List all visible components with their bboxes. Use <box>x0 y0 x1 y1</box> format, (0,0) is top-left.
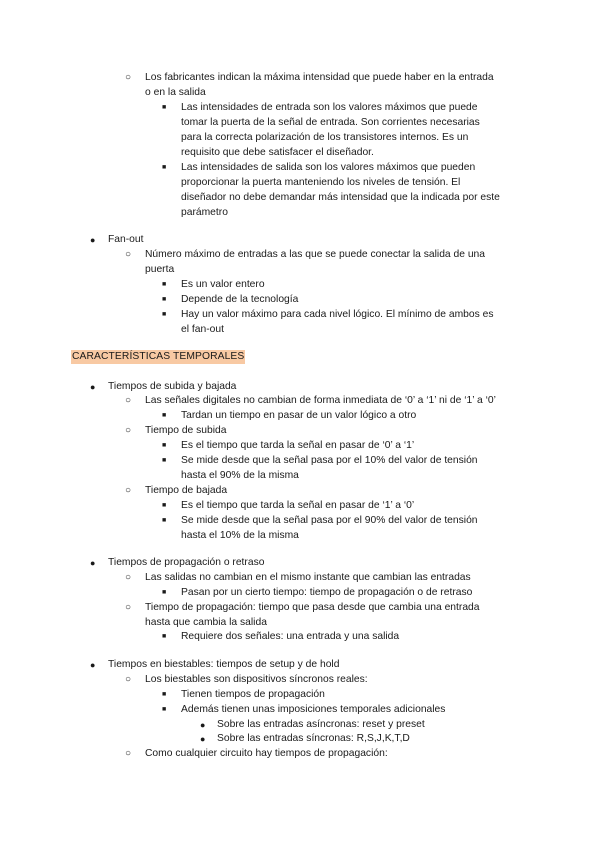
list-item: Número máximo de entradas a las que se puede conectar la salida de una <box>145 249 486 260</box>
list-item: Hay un valor máximo para cada nivel lógico. El mínimo de ambos es <box>181 309 494 320</box>
list-item: Tienen tiempos de propagación <box>181 689 325 700</box>
list-item: Los biestables son dispositivos síncronos reales: <box>145 674 368 685</box>
list-item: Sobre las entradas asíncronas: reset y preset <box>217 719 425 730</box>
bullet-hollow: ○ <box>125 249 132 260</box>
list-item: Como cualquier circuito hay tiempos de propagación: <box>145 748 388 759</box>
list-item: Tardan un tiempo en pasar de un valor lógico a otro <box>181 410 417 421</box>
list-item: proporcionar la puerta manteniendo los niveles de tensión. El <box>181 177 461 188</box>
list-item: Tiempo de bajada <box>145 485 228 496</box>
bullet-square: ■ <box>162 311 167 318</box>
bullet-filled: ● <box>90 235 96 245</box>
bullet-square: ■ <box>162 691 167 698</box>
list-item: Tiempo de propagación: tiempo que pasa desde que cambia una entrada <box>145 602 480 613</box>
bullet-hollow: ○ <box>125 674 132 685</box>
list-item: Se mide desde que la señal pasa por el 10% del valor de tensión <box>181 455 478 466</box>
list-item: el fan-out <box>181 324 224 335</box>
bullet-square: ■ <box>162 502 167 509</box>
bullet-square: ■ <box>162 442 167 449</box>
list-item: para la correcta polarización de los transistores internos. Es un <box>181 132 469 143</box>
list-item: Es el tiempo que tarda la señal en pasar de ‘1’ a ‘0’ <box>181 500 415 511</box>
bullet-square: ■ <box>162 104 167 111</box>
list-item: Es un valor entero <box>181 279 265 290</box>
bullet-square: ■ <box>162 457 167 464</box>
list-item: hasta que cambia la salida <box>145 617 267 628</box>
list-item: Sobre las entradas síncronas: R,S,J,K,T,D <box>217 733 410 744</box>
list-item-title: Tiempos en biestables: tiempos de setup y de hold <box>108 659 340 670</box>
list-item-title: Tiempos de propagación o retraso <box>108 557 265 568</box>
list-item: Requiere dos señales: una entrada y una salida <box>181 631 400 642</box>
bullet-hollow: ○ <box>125 395 132 406</box>
bullet-hollow: ○ <box>125 485 132 496</box>
list-item: Las intensidades de salida son los valores máximos que pueden <box>181 162 476 173</box>
list-item: hasta el 10% de la misma <box>181 530 299 541</box>
list-item: Depende de la tecnología <box>181 294 299 305</box>
list-item: diseñador no debe demandar más intensidad que la indicada por este <box>181 192 500 203</box>
list-item: Tiempo de subida <box>145 425 227 436</box>
bullet-square: ■ <box>162 164 167 171</box>
bullet-square: ■ <box>162 412 167 419</box>
bullet-filled: ● <box>90 660 96 670</box>
bullet-square: ■ <box>162 296 167 303</box>
bullet-filled-small: ● <box>200 720 206 730</box>
list-item: Los fabricantes indican la máxima intensidad que puede haber en la entrada <box>145 72 494 83</box>
bullet-hollow: ○ <box>125 425 132 436</box>
bullet-square: ■ <box>162 589 167 596</box>
list-item: Pasan por un cierto tiempo: tiempo de propagación o de retraso <box>181 587 473 598</box>
section-heading: CARACTERÍSTICAS TEMPORALES <box>72 351 245 362</box>
bullet-square: ■ <box>162 517 167 524</box>
list-item: o en la salida <box>145 87 206 98</box>
list-item: hasta el 90% de la misma <box>181 470 299 481</box>
bullet-filled-small: ● <box>200 734 206 744</box>
list-item-title: Tiempos de subida y bajada <box>108 381 237 392</box>
bullet-hollow: ○ <box>125 602 132 613</box>
list-item: tomar la puerta de la señal de entrada. Son corrientes necesarias <box>181 117 480 128</box>
list-item: Además tienen unas imposiciones temporales adicionales <box>181 704 446 715</box>
bullet-hollow: ○ <box>125 748 132 759</box>
bullet-square: ■ <box>162 281 167 288</box>
bullet-hollow: ○ <box>125 72 132 83</box>
bullet-filled: ● <box>90 382 96 392</box>
list-item: Las intensidades de entrada son los valores máximos que puede <box>181 102 478 113</box>
list-item: Las señales digitales no cambian de forma inmediata de ‘0’ a ‘1’ ni de ‘1’ a ‘0’ <box>145 395 496 406</box>
list-item-title: Fan-out <box>108 234 144 245</box>
list-item: Las salidas no cambian en el mismo instante que cambian las entradas <box>145 572 471 583</box>
bullet-filled: ● <box>90 558 96 568</box>
bullet-hollow: ○ <box>125 572 132 583</box>
list-item: Es el tiempo que tarda la señal en pasar de ‘0’ a ‘1’ <box>181 440 415 451</box>
bullet-square: ■ <box>162 633 167 640</box>
list-item: puerta <box>145 264 175 275</box>
list-item: Se mide desde que la señal pasa por el 90% del valor de tensión <box>181 515 478 526</box>
list-item: parámetro <box>181 207 228 218</box>
list-item: requisito que debe satisfacer el diseñador. <box>181 147 374 158</box>
bullet-square: ■ <box>162 706 167 713</box>
